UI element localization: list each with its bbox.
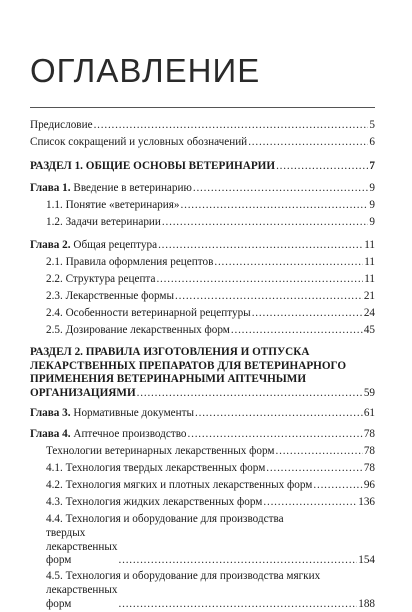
toc-entry-abbreviations[interactable]: Список сокращений и условных обозначений ..... 6 (30, 134, 375, 151)
leader-dots (214, 254, 363, 271)
toc-subsection-4-4[interactable]: 4.4. Технология и оборудование для производства твердых лекарственных форм ..... 154 (30, 513, 375, 568)
toc-subsection-2-5[interactable]: 2.5. Дозирование лекарственных форм ..... 45 (30, 322, 375, 339)
page-number: 9 (369, 216, 375, 229)
leader-dots (231, 322, 363, 339)
leader-dots (263, 494, 357, 511)
page-number: 21 (363, 289, 375, 302)
leader-dots (248, 134, 368, 151)
leader-dots (276, 158, 368, 175)
toc-section-1[interactable]: РАЗДЕЛ 1. ОБЩИЕ ОСНОВЫ ВЕТЕРИНАРИИ ..... 7 (30, 158, 375, 175)
page-number: 59 (363, 386, 375, 399)
leader-dots (193, 180, 369, 197)
leader-dots (175, 288, 363, 305)
page-number: 24 (363, 306, 375, 319)
leader-dots (119, 554, 358, 568)
page-number: 78 (363, 427, 375, 440)
page-number: 78 (363, 461, 375, 474)
title-divider (30, 107, 375, 108)
page-number: 9 (369, 199, 375, 212)
leader-dots (162, 214, 369, 231)
leader-dots (195, 405, 363, 422)
toc-subsection-2-4[interactable]: 2.4. Особенности ветеринарной рецептуры ..... 24 (30, 305, 375, 322)
leader-dots (276, 443, 363, 460)
page-number: 96 (363, 478, 375, 491)
toc-subsection-2-1[interactable]: 2.1. Правила оформления рецептов ..... 11 (30, 254, 375, 271)
toc-subsection-4-2[interactable]: 4.2. Технология мягких и плотных лекарственных форм ..... 96 (30, 477, 375, 494)
toc-section-2[interactable]: РАЗДЕЛ 2. ПРАВИЛА ИЗГОТОВЛЕНИЯ И ОТПУСКА ЛЕКАРСТВЕННЫХ ПРЕПАРАТОВ ДЛЯ ВЕТЕРИНАРНОГО ПРИМЕНЕНИЯ ВЕТЕРИНАРНЫМИ АПТЕЧНЫМИ ОРГАНИЗАЦИЯМИ ..... 59 (30, 346, 375, 400)
page-title: ОГЛАВЛЕНИЕ (30, 52, 261, 89)
toc-subsection-4-1[interactable]: 4.1. Технология твердых лекарственных форм ..... 78 (30, 460, 375, 477)
page-number: 9 (369, 182, 375, 195)
page-number: 11 (364, 238, 375, 251)
page-number: 78 (363, 444, 375, 457)
page-number: 6 (369, 136, 375, 149)
page-number: 11 (364, 255, 375, 268)
toc-subsection-2-2[interactable]: 2.2. Структура рецепта ..... 11 (30, 271, 375, 288)
toc-entry-preface[interactable]: Предисловие ..... 5 (30, 117, 375, 134)
toc-subsection-1-1[interactable]: 1.1. Понятие «ветеринария» ..... 9 (30, 197, 375, 214)
toc-chapter-1[interactable]: Глава 1. Введение в ветеринарию ..... 9 (30, 180, 375, 197)
leader-dots (119, 598, 358, 612)
leader-dots (156, 271, 363, 288)
page-number: 61 (363, 406, 375, 419)
toc-subsection-4-5[interactable]: 4.5. Технология и оборудование для производства мягких лекарственных форм ..... 188 (30, 570, 375, 611)
page-number: 7 (369, 160, 375, 173)
leader-dots (313, 477, 362, 494)
toc-entry-technologies[interactable]: Технологии ветеринарных лекарственных форм ..... 78 (30, 443, 375, 460)
page-number: 45 (363, 324, 375, 337)
toc-chapter-4[interactable]: Глава 4. Аптечное производство ..... 78 (30, 426, 375, 443)
leader-dots (94, 117, 369, 134)
page-number: 154 (358, 554, 375, 567)
page-number: 11 (364, 272, 375, 285)
leader-dots (137, 387, 363, 401)
leader-dots (158, 237, 363, 254)
toc-subsection-4-3[interactable]: 4.3. Технология жидких лекарственных форм ..... 136 (30, 494, 375, 511)
table-of-contents (30, 117, 375, 612)
toc-subsection-1-2[interactable]: 1.2. Задачи ветеринарии ..... 9 (30, 214, 375, 231)
leader-dots (252, 305, 363, 322)
leader-dots (188, 426, 363, 443)
page-number: 5 (369, 119, 375, 131)
toc-chapter-3[interactable]: Глава 3. Нормативные документы ..... 61 (30, 405, 375, 422)
leader-dots (181, 197, 369, 214)
page-number: 188 (358, 597, 375, 610)
toc-chapter-2[interactable]: Глава 2. Общая рецептура ..... 11 (30, 237, 375, 254)
leader-dots (266, 460, 363, 477)
page-number: 136 (358, 495, 375, 508)
toc-subsection-2-3[interactable]: 2.3. Лекарственные формы ..... 21 (30, 288, 375, 305)
